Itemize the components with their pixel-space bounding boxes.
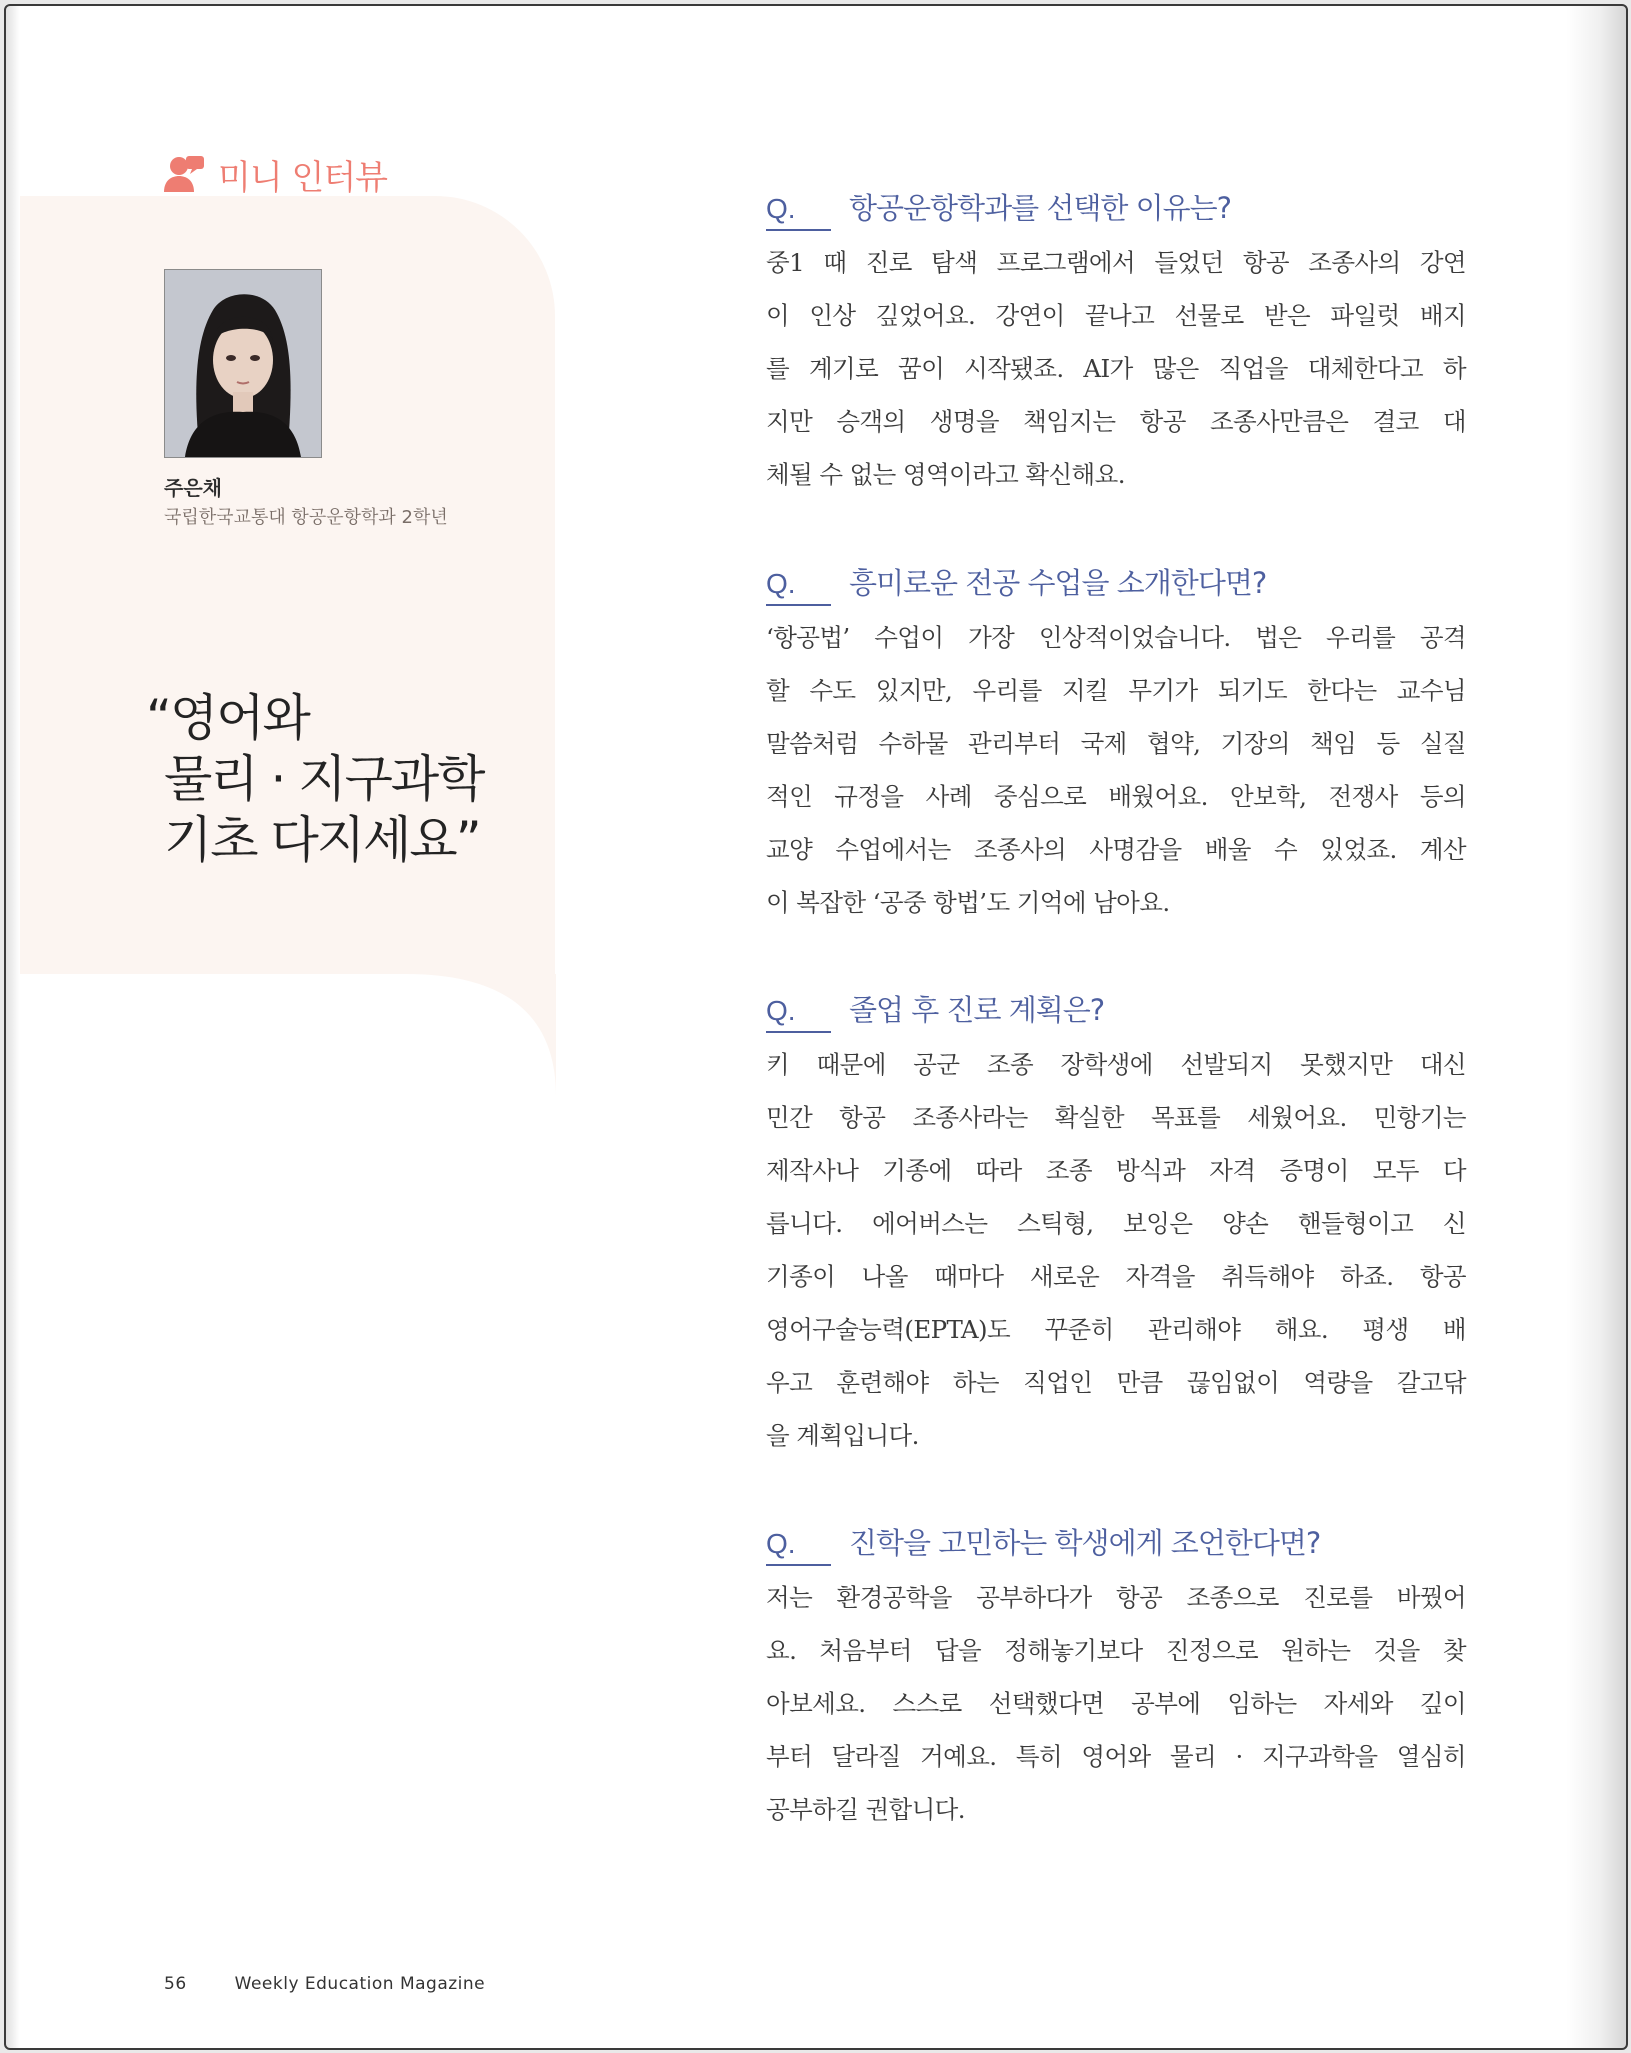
qa-block xyxy=(766,1521,1466,1836)
question-text: 항공운항학과를 선택한 이유는? xyxy=(849,191,1232,225)
interviewee-name: 주은채 xyxy=(164,476,222,500)
section-label: 미니 인터뷰 xyxy=(218,157,388,198)
page-edge-shadow xyxy=(6,6,20,2048)
question-text: 흥미로운 전공 수업을 소개한다면? xyxy=(849,566,1267,600)
page-number: 56 xyxy=(164,1974,187,1994)
question-mark: Q. xyxy=(766,1528,831,1566)
answer-line: 민간 항공 조종사라는 확실한 목표를 세웠어요. 민항기는 xyxy=(766,1103,1466,1132)
answer-text xyxy=(766,236,1466,501)
pull-quote-line: “영어와 xyxy=(146,689,309,747)
question-text: 졸업 후 진로 계획은? xyxy=(849,993,1105,1027)
profile-photo xyxy=(164,269,322,458)
question-mark: Q. xyxy=(766,193,831,231)
pull-quote-line: 기초 다지세요” xyxy=(164,811,480,869)
section-header xyxy=(162,152,387,196)
question-mark: Q. xyxy=(766,568,831,606)
question-row xyxy=(766,988,1466,1028)
answer-text xyxy=(766,1571,1466,1836)
answer-line: 요. 처음부터 답을 정해놓기보다 진정으로 원하는 것을 찾 xyxy=(766,1636,1466,1665)
answer-line: 키 때문에 공군 조종 장학생에 선발되지 못했지만 대신 xyxy=(766,1050,1466,1079)
answer-line: 저는 환경공학을 공부하다가 항공 조종으로 진로를 바꿨어 xyxy=(766,1583,1466,1612)
answer-line: ‘항공법’ 수업이 가장 인상적이었습니다. 법은 우리를 공격 xyxy=(766,623,1466,652)
answer-line: 말씀처럼 수하물 관리부터 국제 협약, 기장의 책임 등 실질 xyxy=(766,729,1466,758)
question-mark: Q. xyxy=(766,995,831,1033)
answer-line: 릅니다. 에어버스는 스틱형, 보잉은 양손 핸들형이고 신 xyxy=(766,1209,1466,1238)
question-row xyxy=(766,1521,1466,1561)
answer-line: 지만 승객의 생명을 책임지는 항공 조종사만큼은 결코 대 xyxy=(766,407,1466,436)
answer-text xyxy=(766,1038,1466,1462)
pull-quote xyxy=(146,688,546,871)
magazine-name: Weekly Education Magazine xyxy=(234,1974,486,1994)
answer-line: 영어구술능력(EPTA)도 꾸준히 관리해야 해요. 평생 배 xyxy=(766,1315,1466,1344)
spine-shadow xyxy=(1566,6,1626,2048)
page-footer xyxy=(164,1974,485,1994)
answer-line: 할 수도 있지만, 우리를 지킬 무기가 되기도 한다는 교수님 xyxy=(766,676,1466,705)
answer-line: 교양 수업에서는 조종사의 사명감을 배울 수 있었죠. 계산 xyxy=(766,835,1466,864)
answer-line: 중1 때 진로 탐색 프로그램에서 들었던 항공 조종사의 강연 xyxy=(766,248,1466,277)
answer-line: 제작사나 기종에 따라 조종 방식과 자격 증명이 모두 다 xyxy=(766,1156,1466,1185)
magazine-page xyxy=(4,4,1628,2050)
answer-line: 공부하길 권합니다. xyxy=(766,1795,965,1824)
sidebar-curve-shape xyxy=(406,974,556,1096)
answer-line: 부터 달라질 거예요. 특히 영어와 물리 · 지구과학을 열심히 xyxy=(766,1742,1466,1771)
question-row xyxy=(766,186,1466,226)
qa-block xyxy=(766,186,1466,501)
qa-block xyxy=(766,561,1466,929)
pull-quote-line: 물리 · 지구과학 xyxy=(164,750,484,808)
interviewee-school: 국립한국교통대 항공운항학과 2학년 xyxy=(164,507,448,528)
interview-person-icon xyxy=(162,154,206,194)
answer-line: 이 인상 깊었어요. 강연이 끝나고 선물로 받은 파일럿 배지 xyxy=(766,301,1466,330)
answer-line: 체될 수 없는 영역이라고 확신해요. xyxy=(766,460,1125,489)
answer-line: 이 복잡한 ‘공중 항법’도 기억에 남아요. xyxy=(766,888,1170,917)
answer-line: 아보세요. 스스로 선택했다면 공부에 임하는 자세와 깊이 xyxy=(766,1689,1466,1718)
answer-line: 적인 규정을 사례 중심으로 배웠어요. 안보학, 전쟁사 등의 xyxy=(766,782,1466,811)
answer-line: 을 계획입니다. xyxy=(766,1421,919,1450)
answer-line: 기종이 나올 때마다 새로운 자격을 취득해야 하죠. 항공 xyxy=(766,1262,1466,1291)
answer-line: 를 계기로 꿈이 시작됐죠. AI가 많은 직업을 대체한다고 하 xyxy=(766,354,1466,383)
answer-text xyxy=(766,611,1466,929)
qa-block xyxy=(766,988,1466,1462)
question-row xyxy=(766,561,1466,601)
answer-line: 우고 훈련해야 하는 직업인 만큼 끊임없이 역량을 갈고닦 xyxy=(766,1368,1466,1397)
question-text: 진학을 고민하는 학생에게 조언한다면? xyxy=(849,1526,1321,1560)
